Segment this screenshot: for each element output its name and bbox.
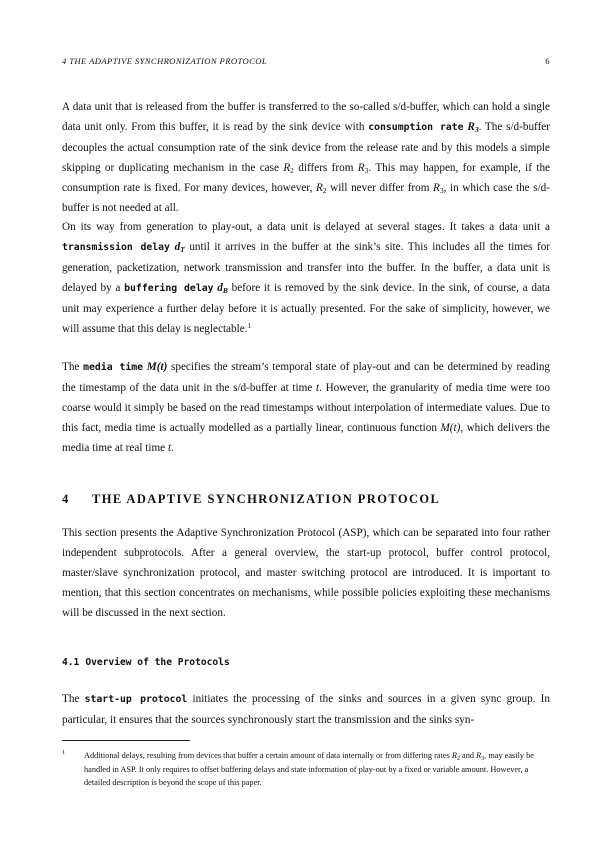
term-buffering-delay: buffering delay: [124, 283, 214, 294]
footnote-divider: [62, 740, 190, 741]
subsection-title: Overview of the Protocols: [85, 657, 230, 668]
section-heading: [62, 492, 440, 507]
subsection-number: 4.1: [62, 657, 80, 668]
running-head: [62, 56, 550, 70]
term-media-time: media time: [83, 362, 144, 373]
paragraph-section-intro: This section presents the Adaptive Synchronization Protocol (ASP), which can be separated into four rather independent subprotocols. After a general overview, the start-up protocol, buffer control protocol, master/slave synchronization protocol, and master switching protocol are introduced. It is important to mention, that this section concentrates on mechanisms, while possible policies exploiting these mechanisms will be discussed in the next section.: [62, 527, 550, 619]
section-number: 4: [62, 492, 70, 506]
term-consumption-rate: consumption rate: [368, 122, 464, 133]
footnote: [62, 749, 550, 790]
term-startup-protocol: start-up protocol: [84, 694, 188, 705]
page-number: 6: [545, 56, 550, 66]
section-title: THE ADAPTIVE SYNCHRONIZATION PROTOCOL: [92, 492, 441, 506]
paragraph-delays: On its way from generation to play-out, a data unit is delayed at several stages. It takes a data unit a transmission delay $d_T$ until it arrives in the buffer at the sink’s site. This includes all the times for generation, packetization, network transmission and transfer into the buffer. In the buffer, a data unit is delayed by a buffering delay $d_B$ before it is removed by the sink device. In the sink, of course, a data unit may experience a further delay before it is actually presented. For the sake of simplicity, however, we will assume that this delay is neglectable.$^1$: [62, 221, 551, 335]
footnote-reference[interactable]: 1: [247, 321, 252, 330]
paragraph-sd-buffer: A data unit that is released from the buffer is transferred to the so-called s/d-buffer, which can hold a single data unit only. From this buffer, it is read by the sink device with consumption rate $R_3$. The s/d-buffer decouples the actual consumption rate of the sink device from the release rate and by this models a simple skipping or duplicating mechanism in the case $R_2$ differs from $R_3$. This may happen, for example, if the consumption rate is fixed. For many devices, however, $R_2$ will never differ from $R_3$, in which case the s/d-buffer is not needed at all.: [62, 101, 551, 214]
footnote-text: Additional delays, resulting from devices that buffer a certain amount of data internally or from differing rates $R_2$ and $R_3$, may easily be handled in ASP. It only requires to offset buffering delays and state information of play-out by a fixed or variable amount. However, a detailed description is beyond the scope of this paper.: [84, 751, 534, 787]
paragraph-startup-protocol: The start-up protocol initiates the processing of the sinks and sources in a given sync group. In particular, it ensures that the sources synchronously start the transmission and the sinks syn-: [62, 693, 550, 726]
footnote-mark: 1: [62, 749, 66, 756]
subsection-heading: [62, 657, 230, 668]
paragraph-media-time: The media time M(t) specifies the stream’s temporal state of play-out and can be determined by reading the timestamp of the data unit in the s/d-buffer at time t. However, the granularity of media time were too coarse would it simply be based on the read timestamps without interpolation of intermediate values. Due to this fact, media time is actually modelled as a partially linear, continuous function M(t), which delivers the media time at real time t.: [62, 361, 551, 454]
running-head-title: 4 THE ADAPTIVE SYNCHRONIZATION PROTOCOL: [62, 56, 268, 66]
term-transmission-delay: transmission delay: [62, 242, 170, 253]
